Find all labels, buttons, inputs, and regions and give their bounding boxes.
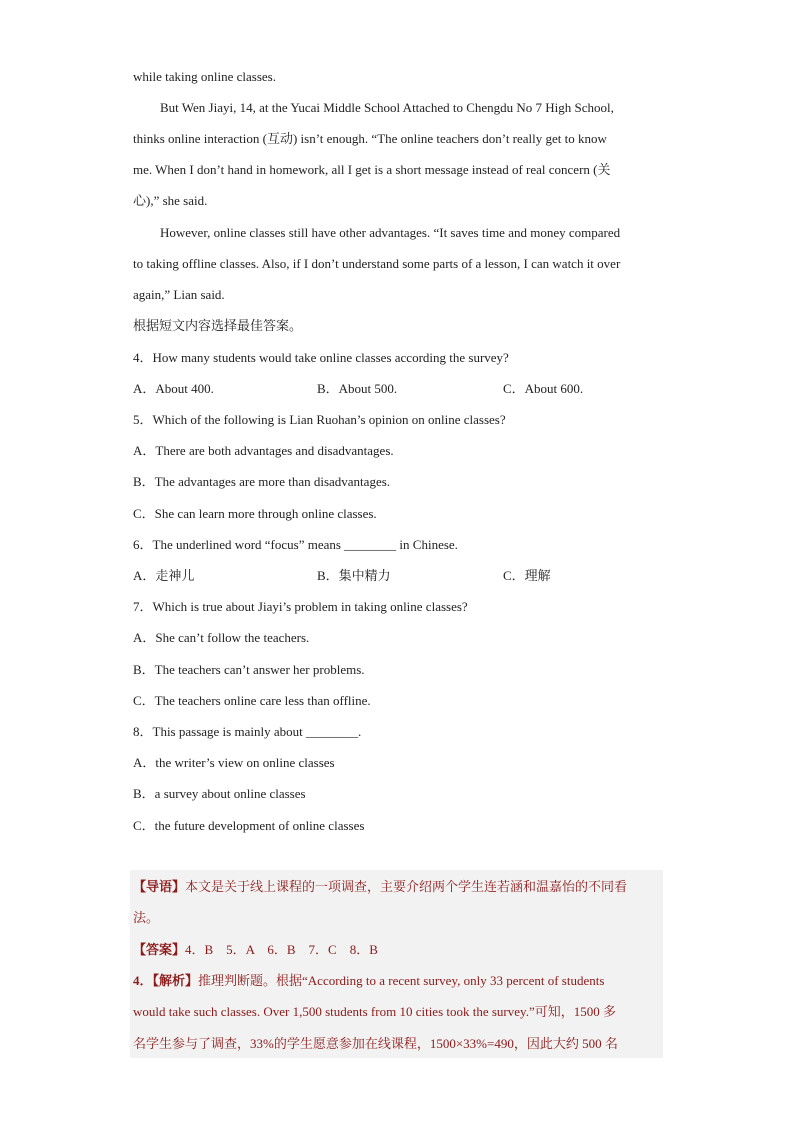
passage-line: But Wen Jiayi, 14, at the Yucai Middle School Attached to Chengdu No 7 High School,: [160, 100, 614, 115]
question-7-stem: 7．Which is true about Jiayi’s problem in taking online classes?: [133, 599, 468, 614]
passage-line: However, online classes still have other advantages. “It saves time and money compared: [160, 225, 621, 240]
passage-line: me. When I don’t hand in homework, all I get is a short message instead of real concern (关: [133, 162, 611, 177]
question-5-option-a[interactable]: A．There are both advantages and disadvantages.: [133, 443, 394, 458]
intro-tag: 【导语】: [133, 879, 186, 894]
question-5-option-c[interactable]: C．She can learn more through online classes.: [133, 506, 377, 521]
analysis-q4-line3: 名学生参与了调查，33%的学生愿意参加在线课程，1500×33%=490，因此大约 500 名: [133, 1036, 618, 1051]
question-5-stem: 5．Which of the following is Lian Ruohan’s opinion on online classes?: [133, 412, 506, 427]
question-8-option-c[interactable]: C．the future development of online classes: [133, 818, 365, 833]
analysis-box: [130, 870, 663, 1058]
answer-tag: 【答案】: [133, 942, 186, 957]
passage-line: to taking offline classes. Also, if I don’t understand some parts of a lesson, I can watch it over: [133, 256, 621, 271]
q4-text: 推理判断题。根据“According to a recent survey, only 33 percent of students: [198, 973, 605, 988]
question-8-option-b[interactable]: B．a survey about online classes: [133, 786, 306, 801]
question-7-option-c[interactable]: C．The teachers online care less than offline.: [133, 693, 371, 708]
question-6-option-c[interactable]: C．理解: [503, 568, 551, 583]
question-6-stem: 6．The underlined word “focus” means ________ in Chinese.: [133, 537, 458, 552]
analysis-intro-cont: 法。: [133, 910, 160, 925]
question-8-option-a[interactable]: A．the writer’s view on online classes: [133, 755, 335, 770]
passage-line: while taking online classes.: [133, 69, 276, 84]
question-4-stem: 4．How many students would take online classes according the survey?: [133, 350, 509, 365]
question-4-option-a[interactable]: A．About 400.: [133, 381, 214, 396]
analysis-answers: [133, 942, 378, 958]
q4-tag: 4．【解析】: [133, 973, 199, 988]
answer-text: 4．B 5．A 6．B 7．C 8．B: [185, 942, 378, 957]
passage-line: 心),” she said.: [133, 193, 208, 208]
analysis-q4: [133, 973, 604, 989]
question-6-option-b[interactable]: B．集中精力: [317, 568, 391, 583]
instruction: 根据短文内容选择最佳答案。: [133, 318, 303, 333]
intro-text: 本文是关于线上课程的一项调查，主要介绍两个学生连若涵和温嘉怡的不同看: [185, 879, 628, 894]
analysis-intro: [133, 879, 627, 895]
question-8-stem: 8．This passage is mainly about ________.: [133, 724, 362, 739]
analysis-q4-line2: would take such classes. Over 1,500 students from 10 cities took the survey.”可知，1500 多: [133, 1004, 616, 1019]
question-5-option-b[interactable]: B．The advantages are more than disadvantages.: [133, 474, 391, 489]
question-6-option-a[interactable]: A．走神儿: [133, 568, 195, 583]
question-4-option-b[interactable]: B．About 500.: [317, 381, 398, 396]
passage-line: thinks online interaction (互动) isn’t enough. “The online teachers don’t really get to know: [133, 131, 607, 146]
passage-line: again,” Lian said.: [133, 287, 225, 302]
question-7-option-a[interactable]: A．She can’t follow the teachers.: [133, 630, 310, 645]
question-4-option-c[interactable]: C．About 600.: [503, 381, 584, 396]
question-7-option-b[interactable]: B．The teachers can’t answer her problems.: [133, 662, 365, 677]
